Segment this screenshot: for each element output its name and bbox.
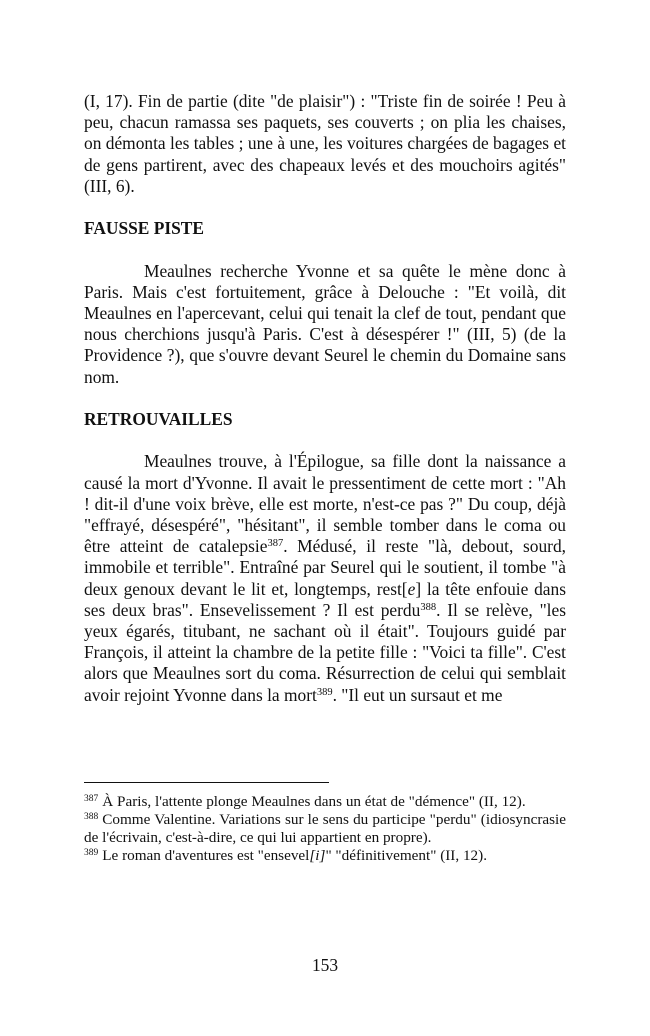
paragraph-retrouvailles [84,451,566,705]
footnote-ref-387[interactable]: 387 [267,538,284,550]
footnote-text: " "définitivement" (II, 12). [325,847,488,864]
paragraph-text: . Médusé, il reste "là, debout, sourd, immobile et terrible". Entraîné par Seurel qui le soutient, il tombe "à deux genoux devant le lit et, longtemps, rest[ [84,536,566,599]
footnote-ref-389[interactable]: 389 [316,686,333,698]
footnote-389 [84,847,566,865]
italic-text: [i] [309,847,326,864]
paragraph-text: . "Il eut un sursaut et me [332,684,503,705]
paragraph-text: ] la tête enfouie dans ses deux bras". Ensevelissement ? Il est perdu [84,578,566,620]
footnote-number: 387 [84,793,99,804]
section-heading-retrouvailles: RETROUVAILLES [84,409,233,429]
italic-text: e [407,578,416,599]
page-number: 153 [311,955,339,975]
paragraph-text: Meaulnes trouve, à l'Épilogue, sa fille dont la naissance a causé la mort d'Yvonne. Il avait le pressentiment de cette mort : "Ah ! dit-il d'une voix brève, elle est morte, n'est-ce pas ?" Du coup, déjà "effrayé, désespéré", "hésitant", il semble tomber dans le coma ou être atteint de catalepsie [84,451,566,557]
paragraph-text: Meaulnes recherche Yvonne et sa quête le mène donc à Paris. Mais c'est fortuitement, grâce à Delouche : "Et voilà, dit Meaulnes en l'apercevant, celui qui tenait la clef de tout, pendant que nous cherchions jusqu'à Paris. C'est à désespérer !" (III, 5) (de la Providence ?), que s'ouvre devant Seurel le chemin du Domaine sans nom. [84,260,566,387]
spacer [84,388,566,409]
spacer [84,430,566,451]
footnote-text: À Paris, l'attente plonge Meaulnes dans un état de "démence" (II, 12). [102,793,526,810]
footnote-number: 389 [84,847,99,858]
footnote-387 [84,793,566,811]
spacer [84,239,566,260]
footnote-388 [84,811,566,847]
footnote-number: 388 [84,811,99,822]
footnote-ref-388[interactable]: 388 [420,602,437,614]
paragraph-fausse-piste [84,261,566,388]
footnote-separator [84,782,329,783]
spacer [84,197,566,218]
section-heading-fausse-piste: FAUSSE PISTE [84,218,205,239]
footnote-text: Le roman d'aventures est "ensevel [102,847,310,864]
footnote-text: Comme Valentine. Variations sur le sens du participe "perdu" (idiosyncrasie de l'écrivain, c'est-à-dire, ce qui lui appartient en propre). [84,811,566,846]
page-body [84,91,566,706]
paragraph-text: (I, 17). Fin de partie (dite "de plaisir") : "Triste fin de soirée ! Peu à peu, chacun ramassa ses paquets, ses couverts ; on plia les chaises, on démonta les tables ; une à une, les voitures chargées de bagages et de gens partirent, avec des chapeaux levés et des mouchoirs agités" (III, 6). [84,91,566,196]
footnotes [84,793,566,865]
paragraph-intro [84,91,566,197]
paragraph-text: . Il se relève, "les yeux égarés, titubant, ne sachant où il était". Toujours guidé par François, il atteint la chambre de la petite fille : "Voici ta fille". C'est alors que Meaulnes sort du coma. Résurrection de celui qui semblait avoir rejoint Yvonne dans la mort [84,599,566,705]
